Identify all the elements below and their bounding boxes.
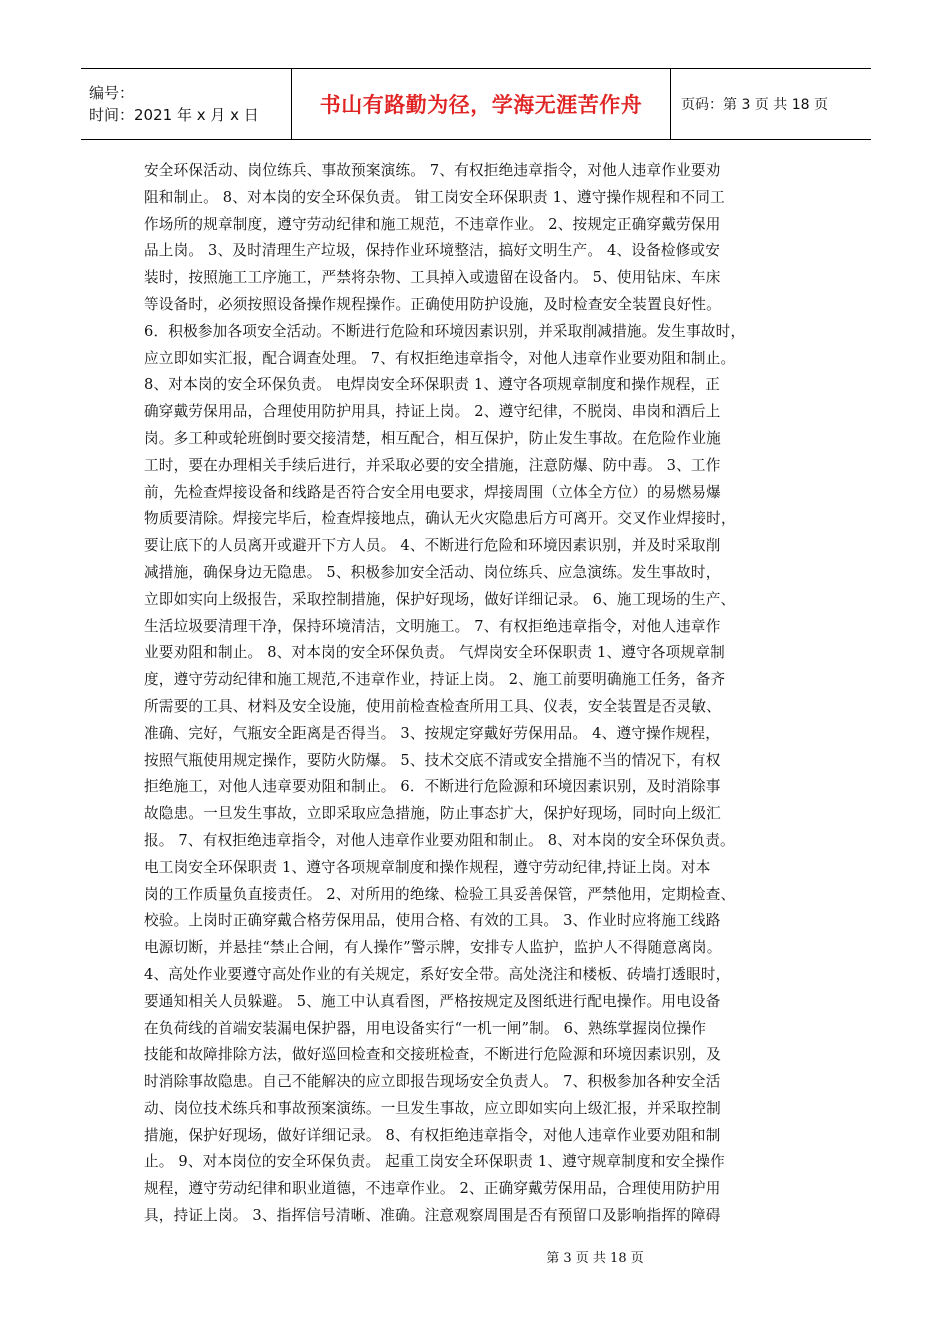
body-text-line: 准确、完好，气瓶安全距离是否得当。 3、按规定穿戴好劳保用品。 4、遵守操作规程， [144, 724, 721, 742]
body-text-line: 动、岗位技术练兵和事故预案演练。一旦发生事故，应立即如实向上级汇报，并采取控制 [144, 1099, 721, 1117]
footer-page-number: 第 3 页 共 18 页 [546, 1251, 644, 1266]
body-text-line: 故隐患。一旦发生事故，立即采取应急措施，防止事态扩大，保护好现场，同时向上级汇 [144, 805, 721, 823]
body-text-line: 在负荷线的首端安装漏电保护器，用电设备实行“一机一闸”制。 6、熟练掌握岗位操作 [144, 1019, 707, 1037]
header-page-cell [671, 69, 871, 139]
body-text-line: 要通知相关人员躲避。 5、施工中认真看图，严格按规定及图纸进行配电操作。用电设备 [144, 992, 721, 1010]
body-text-line: 度，遵守劳动纪律和施工规范,不违章作业，持证上岗。 2、施工前要明确施工任务，备齐 [144, 671, 726, 689]
document-body [144, 158, 811, 1230]
body-text-line: 所需要的工具、材料及安全设施，使用前检查检查所用工具、仪表，安全装置是否灵敏、 [144, 697, 721, 715]
body-text-line: 措施，保护好现场，做好详细记录。 8、有权拒绝违章指令，对他人违章作业要劝阻和制 [144, 1126, 721, 1144]
body-text-line: 报。 7、有权拒绝违章指令，对他人违章作业要劝阻和制止。 8、对本岗的安全环保负责。 [144, 831, 735, 849]
body-text-line: 应立即如实汇报，配合调查处理。 7、有权拒绝违章指令，对他人违章作业要劝阻和制止。 [144, 349, 736, 367]
body-text-line: 岗。多工种或轮班倒时要交接清楚，相互配合，相互保护，防止发生事故。在危险作业施 [144, 429, 721, 447]
body-text-line: 6．积极参加各项安全活动。不断进行危险和环境因素识别，并采取削减措施。发生事故时， [144, 322, 746, 340]
body-text-line: 校验。上岗时正确穿戴合格劳保用品，使用合格、有效的工具。 3、作业时应将施工线路 [144, 912, 721, 930]
body-text-line: 装时，按照施工工序施工，严禁将杂物、工具掉入或遗留在设备内。 5、使用钻床、车床 [144, 269, 721, 287]
document-number-label: 编号： [89, 84, 135, 102]
page-header [81, 68, 871, 140]
page-footer [0, 1247, 950, 1266]
body-text-line: 电源切断，并悬挂“禁止合闸，有人操作”警示牌，安排专人监护，监护人不得随意离岗。 [144, 939, 722, 957]
body-text-line: 拒绝施工，对他人违章要劝阻和制止。 6．不断进行危险源和环境因素识别，及时消除事 [144, 778, 721, 796]
body-text-line: 止。 9、对本岗位的安全环保负责。 起重工岗安全环保职责 1、遵守规章制度和安全操作 [144, 1153, 725, 1171]
body-text-line: 阻和制止。 8、对本岗的安全环保负责。 钳工岗安全环保职责 1、遵守操作规程和不同工 [144, 188, 725, 206]
body-text-line: 前，先检查焊接设备和线路是否符合安全用电要求，焊接周围（立体全方位）的易燃易爆 [144, 483, 721, 501]
body-text-line: 规程，遵守劳动纪律和职业道德，不违章作业。 2、正确穿戴劳保用品，合理使用防护用 [144, 1180, 721, 1198]
body-text-line: 按照气瓶使用规定操作，要防火防爆。 5、技术交底不清或安全措施不当的情况下，有权 [144, 751, 721, 769]
body-text-line: 安全环保活动、岗位练兵、事故预案演练。 7、有权拒绝违章指令，对他人违章作业要劝 [144, 162, 721, 179]
body-text-line: 等设备时，必须按照设备操作规程操作。正确使用防护设施，及时检查安全装置良好性。 [144, 295, 721, 313]
body-text-line: 立即如实向上级报告，采取控制措施，保护好现场，做好详细记录。 6、施工现场的生产、 [144, 590, 736, 608]
body-text-line: 品上岗。 3、及时清理生产垃圾，保持作业环境整洁，搞好文明生产。 4、设备检修或安 [144, 242, 721, 260]
body-text-line: 确穿戴劳保用品，合理使用防护用具，持证上岗。 2、遵守纪律，不脱岗、串岗和酒后上 [144, 403, 721, 421]
body-text-line: 时消除事故隐患。自己不能解决的应立即报告现场安全负责人。 7、积极参加各种安全活 [144, 1073, 721, 1091]
header-motto: 书山有路勤为径，学海无涯苦作舟 [319, 93, 643, 117]
body-text-line: 减措施，确保身边无隐患。 5、积极参加安全活动、岗位练兵、应急演练。发生事故时， [144, 563, 721, 581]
body-text-line: 物质要清除。焊接完毕后，检查焊接地点，确认无火灾隐患后方可离开。交叉作业焊接时， [144, 510, 736, 528]
body-text-line: 8、对本岗的安全环保负责。 电焊岗安全环保职责 1、遵守各项规章制度和操作规程，正 [144, 376, 721, 394]
body-text-line: 岗的工作质量负直接责任。 2、对所用的绝缘、检验工具妥善保管，严禁他用，定期检查、 [144, 885, 736, 903]
body-text-line: 生活垃圾要清理干净，保持环境清洁，文明施工。 7、有权拒绝违章指令，对他人违章作 [144, 617, 721, 635]
body-text-line: 作场所的规章制度，遵守劳动纪律和施工规范，不违章作业。 2、按规定正确穿戴劳保用 [144, 215, 721, 233]
body-text-line: 业要劝阻和制止。 8、对本岗的安全环保负责。 气焊岗安全环保职责 1、遵守各项规章制 [144, 644, 725, 662]
body-text-line: 要让底下的人员离开或避开下方人员。 4、不断进行危险和环境因素识别，并及时采取削 [144, 537, 721, 555]
header-meta [81, 69, 292, 139]
document-date-label: 时间：2021 年 x 月 x 日 [89, 106, 259, 124]
body-text-line: 电工岗安全环保职责 1、遵守各项规章制度和操作规程，遵守劳动纪律,持证上岗。对本 [144, 858, 711, 876]
body-text-line: 4、高处作业要遵守高处作业的有关规定，系好安全带。高处浇注和楼板、砖墙打透眼时， [144, 965, 731, 983]
header-page-number: 页码：第 3 页 共 18 页 [681, 97, 828, 113]
body-text-line: 工时，要在办理相关手续后进行，并采取必要的安全措施，注意防爆、防中毒。 3、工作 [144, 456, 721, 474]
body-text-line: 技能和故障排除方法，做好巡回检查和交接班检查，不断进行危险源和环境因素识别，及 [144, 1046, 721, 1064]
body-text-line: 具，持证上岗。 3、指挥信号清晰、准确。注意观察周围是否有预留口及影响指挥的障碍 [144, 1207, 721, 1225]
header-motto-cell [292, 69, 671, 139]
